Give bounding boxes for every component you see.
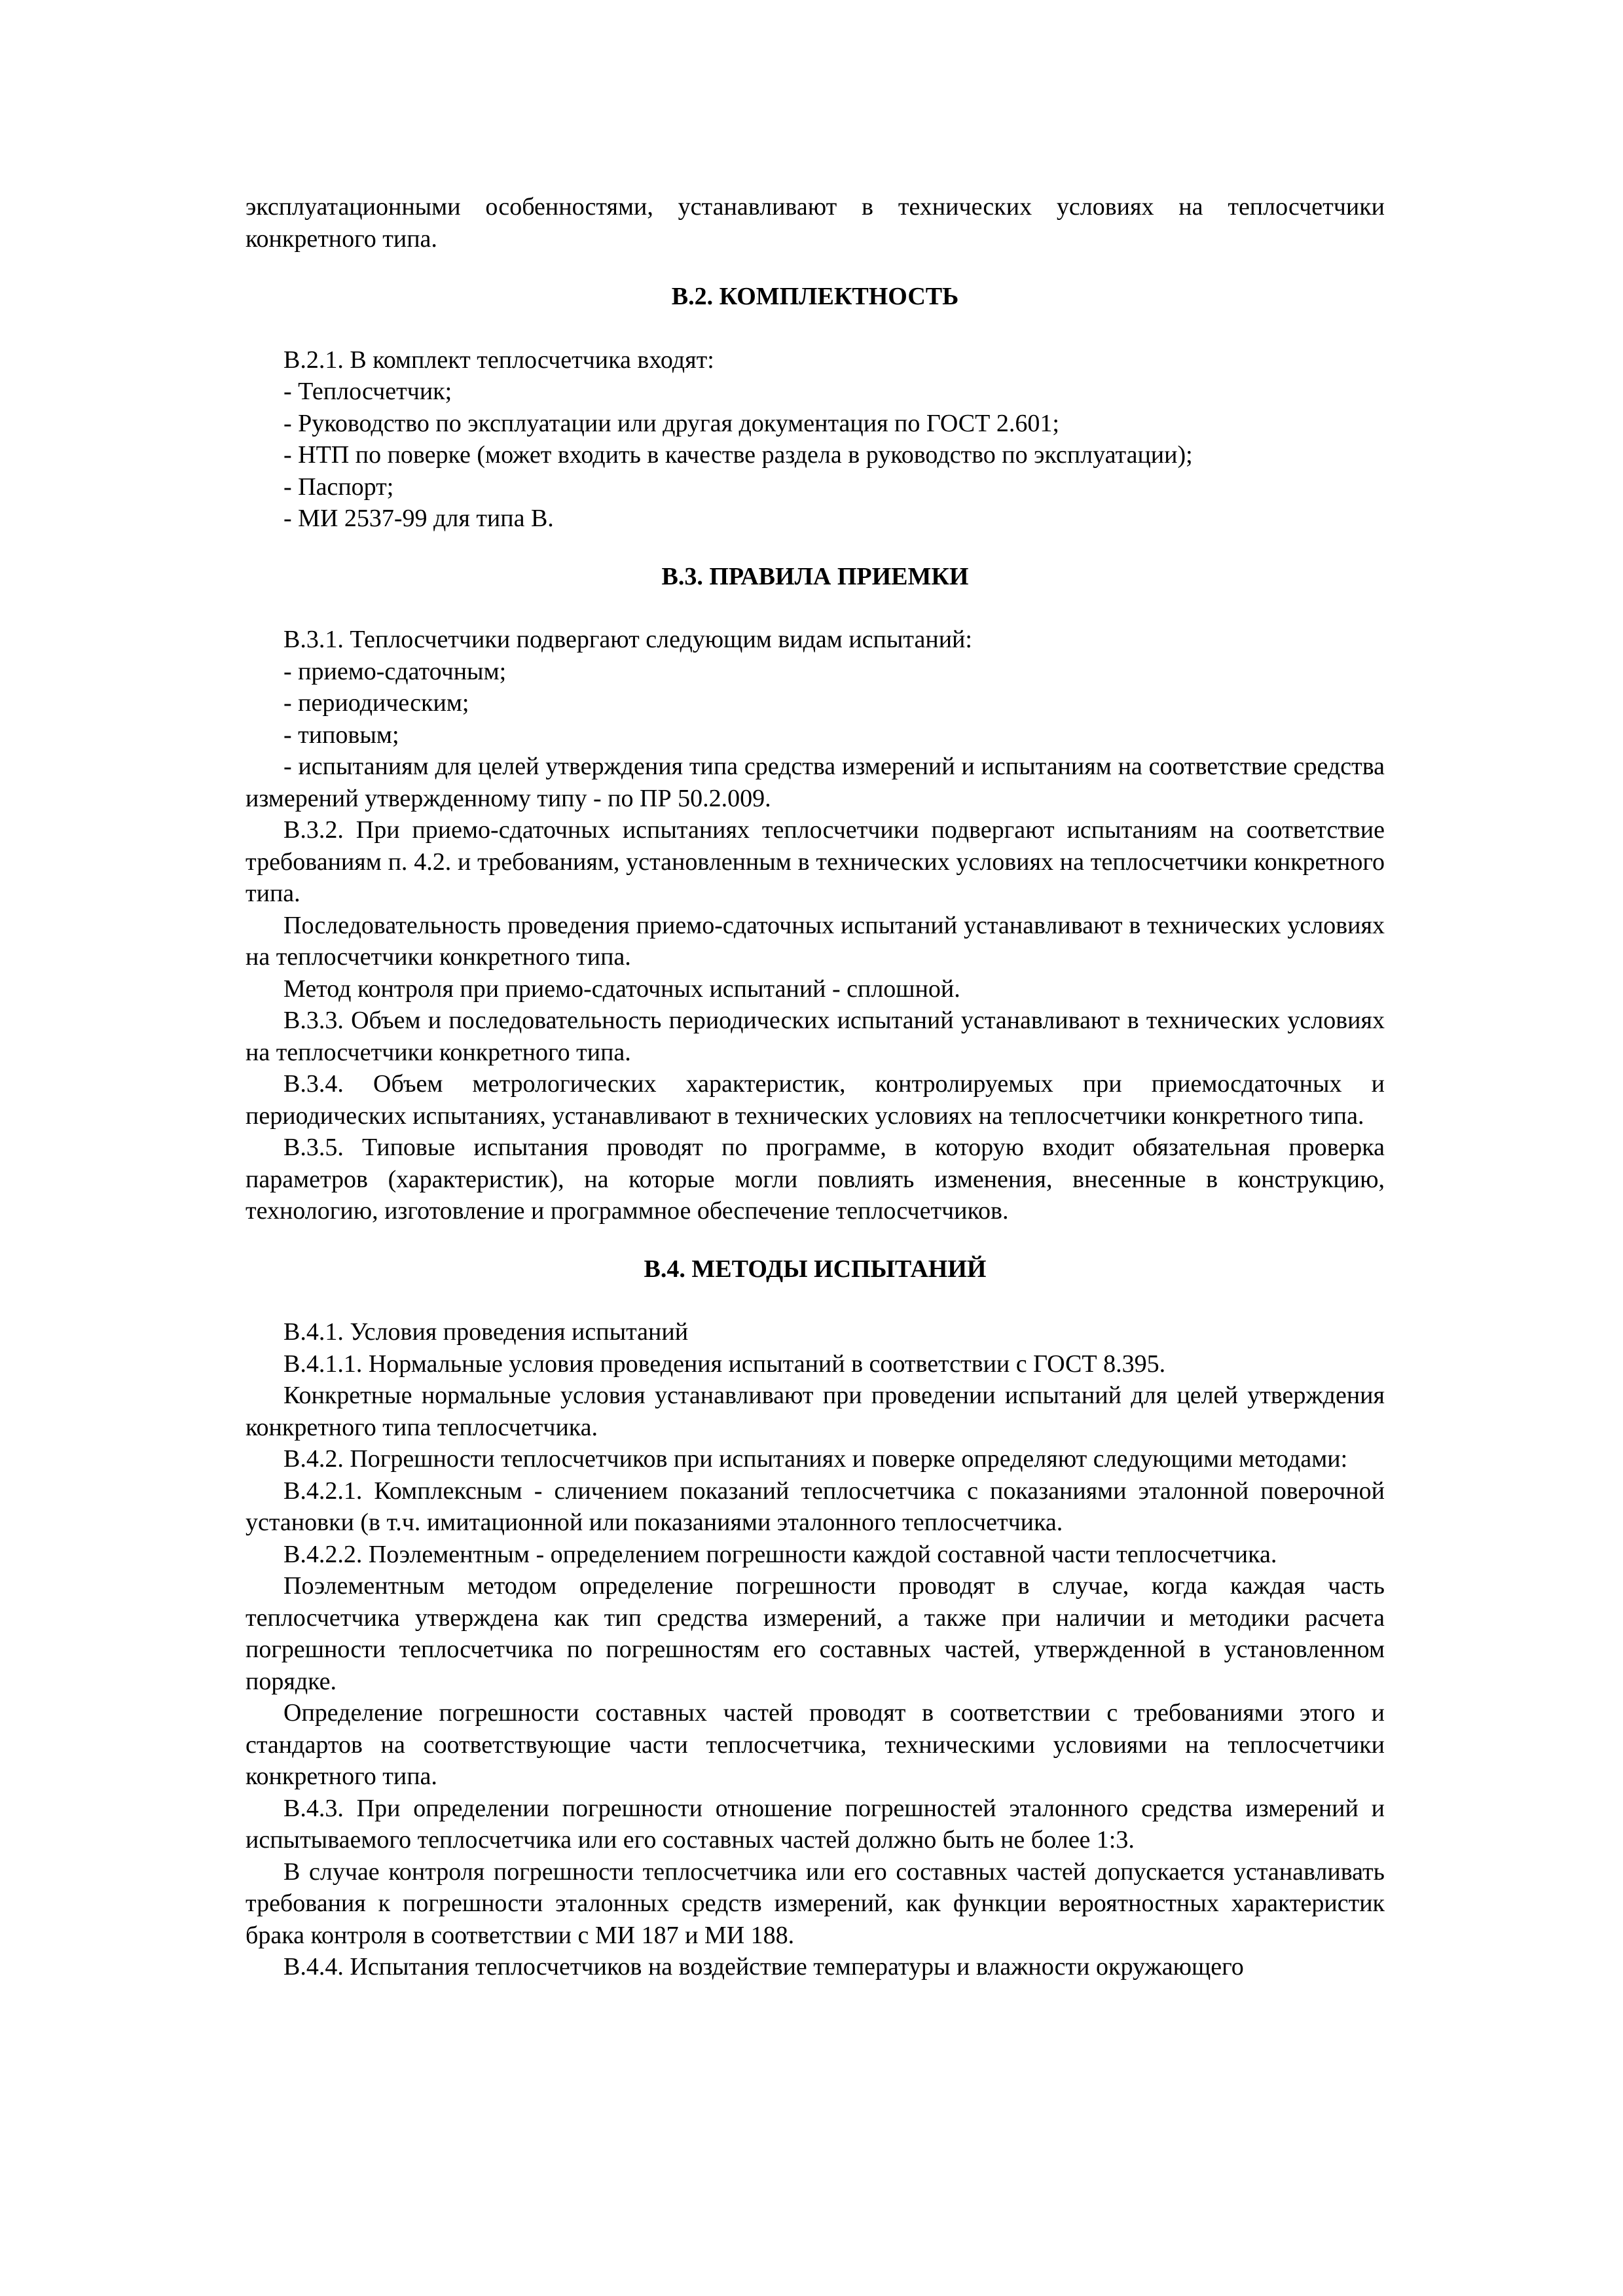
list-item: - приемо-сдаточным; bbox=[283, 657, 507, 685]
paragraph: В.4.1.1. Нормальные условия проведения испытаний в соответствии с ГОСТ 8.395. bbox=[283, 1350, 1166, 1378]
intro-paragraph: эксплуатационными особенностями, устанавливают в технических условиях на теплосчетчики конкретного типа. bbox=[246, 193, 1385, 253]
document-page bbox=[246, 191, 1385, 1983]
paragraph: Поэлементным методом определение погрешности проводят в случае, когда каждая часть теплосчетчика утверждена как тип средства измерений, а также при наличии и методики расчета погрешности теплосчетчика по погрешностям его составных частей, утвержденной в установленном порядке. bbox=[246, 1572, 1385, 1695]
list-item: - периодическим; bbox=[283, 689, 469, 717]
paragraph: - испытаниям для целей утверждения типа средства измерений и испытаниям на соответствие средства измерений утвержденному типу - по ПР 50.2.009. bbox=[246, 753, 1385, 812]
list-item: - Руководство по эксплуатации или другая документация по ГОСТ 2.601; bbox=[283, 409, 1059, 437]
paragraph: В.4.3. При определении погрешности отношение погрешностей эталонного средства измерений и испытываемого теплосчетчика или его составных частей должно быть не более 1:3. bbox=[246, 1794, 1385, 1854]
paragraph: Последовательность проведения приемо-сдаточных испытаний устанавливают в технических условиях на теплосчетчики конкретного типа. bbox=[246, 911, 1385, 971]
lead-b2-1: В.2.1. В комплект теплосчетчика входят: bbox=[283, 346, 714, 374]
paragraph: В.4.2.2. Поэлементным - определением погрешности каждой составной части теплосчетчика. bbox=[283, 1540, 1277, 1568]
paragraph: Определение погрешности составных частей проводят в соответствии с требованиями этого и стандартов на соответствующие части теплосчетчика, техническими условиями на теплосчетчики конкретного типа. bbox=[246, 1699, 1385, 1790]
section-heading-b4: В.4. МЕТОДЫ ИСПЫТАНИЙ bbox=[644, 1255, 987, 1283]
paragraph: В случае контроля погрешности теплосчетчика или его составных частей допускается устанавливать требования к погрешности эталонных средств измерений, как функции вероятностных характеристик брака контроля в соответствии с МИ 187 и МИ 188. bbox=[246, 1857, 1385, 1949]
paragraph: В.3.3. Объем и последовательность периодических испытаний устанавливают в технических условиях на теплосчетчики конкретного типа. bbox=[246, 1007, 1385, 1066]
paragraph: В.4.2.1. Комплексным - сличением показаний теплосчетчика с показаниями эталонной поверочной установки (в т.ч. имитационной или показаниями эталонного теплосчетчика. bbox=[246, 1477, 1385, 1536]
list-item: - Паспорт; bbox=[283, 473, 394, 501]
section-heading-b3: В.3. ПРАВИЛА ПРИЕМКИ bbox=[661, 562, 969, 590]
paragraph: В.3.5. Типовые испытания проводят по программе, в которую входит обязательная проверка параметров (характеристик), на которые могли повлиять изменения, внесенные в конструкцию, технологию, изготовление и программное обеспечение теплосчетчиков. bbox=[246, 1134, 1385, 1225]
list-item: - Теплосчетчик; bbox=[283, 378, 452, 405]
paragraph: В.4.4. Испытания теплосчетчиков на воздействие температуры и влажности окружающего bbox=[283, 1953, 1244, 1981]
paragraph: В.4.2. Погрешности теплосчетчиков при испытаниях и поверке определяют следующими методами: bbox=[283, 1445, 1348, 1473]
section-heading-b2: В.2. КОМПЛЕКТНОСТЬ bbox=[671, 283, 959, 310]
lead-b3-1: В.3.1. Теплосчетчики подвергают следующим видам испытаний: bbox=[283, 626, 972, 653]
list-item: - МИ 2537-99 для типа В. bbox=[283, 505, 554, 532]
paragraph: В.3.2. При приемо-сдаточных испытаниях теплосчетчики подвергают испытаниям на соответствие требованиям п. 4.2. и требованиям, установленным в технических условиях на теплосчетчики конкретного типа. bbox=[246, 816, 1385, 907]
list-item: - типовым; bbox=[283, 721, 399, 749]
paragraph: Конкретные нормальные условия устанавливают при проведении испытаний для целей утверждения конкретного типа теплосчетчика. bbox=[246, 1382, 1385, 1441]
paragraph: Метод контроля при приемо-сдаточных испытаний - сплошной. bbox=[283, 975, 960, 1003]
paragraph: В.3.4. Объем метрологических характеристик, контролируемых при приемосдаточных и периодических испытаниях, устанавливают в технических условиях на теплосчетчики конкретного типа. bbox=[246, 1070, 1385, 1130]
list-item: - НТП по поверке (может входить в качестве раздела в руководство по эксплуатации); bbox=[283, 441, 1193, 469]
paragraph: В.4.1. Условия проведения испытаний bbox=[283, 1318, 689, 1346]
